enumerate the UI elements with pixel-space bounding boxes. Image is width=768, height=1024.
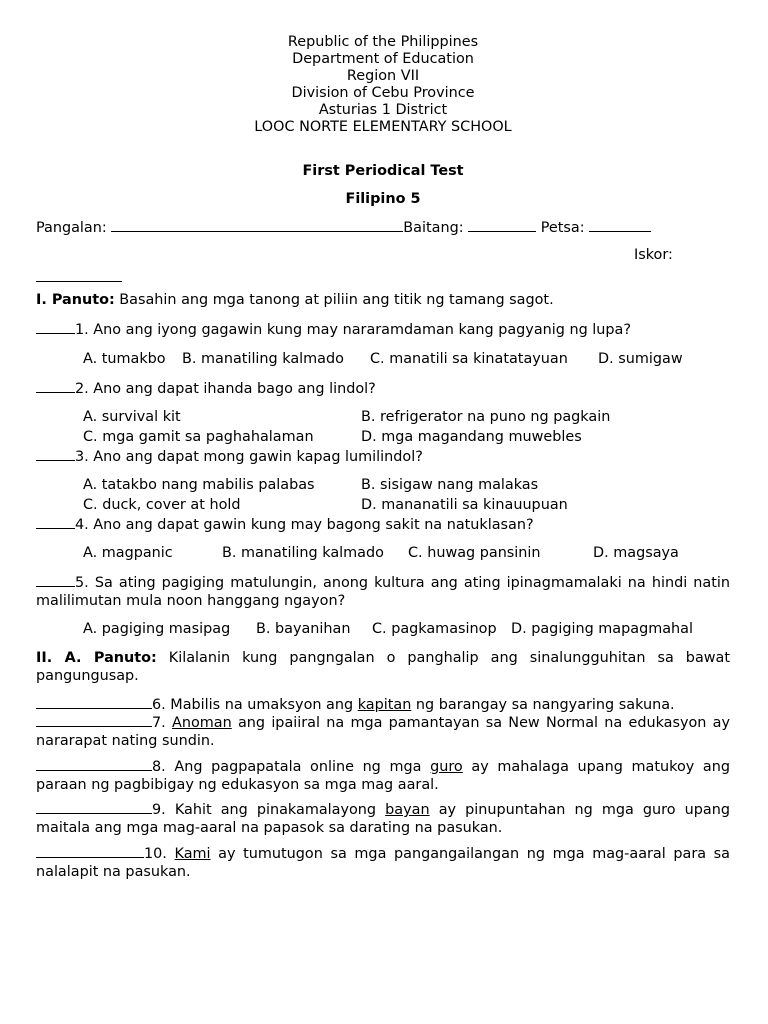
header-line-school: LOOC NORTE ELEMENTARY SCHOOL	[254, 119, 512, 135]
item-text-before: Kahit ang pinakamalayong	[165, 802, 386, 818]
question-5	[36, 574, 730, 610]
choice-b: B. manatiling kalmado	[222, 545, 384, 561]
choice-a: A. survival kit	[83, 409, 181, 425]
part1-heading: I. Panuto:	[36, 292, 115, 308]
header-line-region: Region VII	[346, 68, 420, 84]
underlined-word: Anoman	[172, 715, 232, 731]
item-9	[36, 801, 730, 837]
part2-instruction-text: Kilalanin kung pangngalan o panghalip ang sinalungguhitan sa bawat pangungusap.	[36, 650, 730, 684]
name-label: Pangalan:	[36, 220, 107, 236]
part1-instructions	[36, 292, 554, 309]
choice-b: B. refrigerator na puno ng pagkain	[361, 409, 611, 425]
answer-blank[interactable]	[36, 380, 75, 393]
question-3	[36, 448, 423, 466]
question-text: 4. Ano ang dapat gawin kung may bagong sakit na natuklasan?	[75, 517, 534, 533]
choice-b: B. sisigaw nang malakas	[361, 477, 539, 493]
school-header	[36, 34, 730, 136]
item-text-after: ng barangay sa nangyaring sakuna.	[411, 697, 675, 713]
item-number: 6.	[152, 697, 166, 713]
answer-blank[interactable]	[36, 321, 75, 334]
choice-b: B. bayanihan	[256, 621, 351, 637]
choice-a: A. pagiging masipag	[83, 621, 231, 637]
underlined-word: guro	[430, 759, 463, 775]
underlined-word: kapitan	[357, 697, 412, 713]
choice-d: D. mga magandang muwebles	[361, 429, 582, 445]
answer-blank[interactable]	[36, 801, 152, 814]
score-blank[interactable]	[36, 269, 122, 282]
item-text-after: ang ipaiiral na mga pamantayan sa New Normal na edukasyon ay nararapat nating sundin.	[36, 715, 730, 749]
answer-blank[interactable]	[36, 516, 75, 529]
question-text: 5. Sa ating pagiging matulungin, anong kultura ang ating ipinagmamalaki na hindi natin malilimutan mula noon hanggang ngayon?	[36, 575, 730, 609]
item-text-after: ay tumutugon sa mga pangangailangan ng mga mag-aaral para sa nalalapit na pasukan.	[36, 846, 730, 880]
choice-c: C. manatili sa kinatatayuan	[370, 351, 568, 367]
item-text-before	[167, 846, 175, 862]
underlined-word: bayan	[385, 802, 430, 818]
date-blank[interactable]	[589, 219, 651, 232]
item-number: 9.	[152, 802, 166, 818]
item-text-after: ay mahalaga upang matukoy ang paraan ng pagbibigay ng edukasyon sa mga mag aaral.	[36, 759, 730, 793]
part2-instructions	[36, 650, 730, 685]
underlined-word: Kami	[174, 846, 211, 862]
item-number: 8.	[152, 759, 166, 775]
grade-blank[interactable]	[468, 219, 536, 232]
answer-blank[interactable]	[36, 845, 144, 858]
answer-blank[interactable]	[36, 448, 75, 461]
part2-heading: II. A. Panuto:	[36, 650, 157, 666]
score-row	[36, 269, 122, 287]
choice-a: A. tumakbo	[83, 351, 166, 367]
question-text: 1. Ano ang iyong gagawin kung may nararamdaman kang pagyanig ng lupa?	[75, 322, 632, 338]
grade-label: Baitang:	[403, 220, 464, 236]
answer-blank[interactable]	[36, 574, 75, 587]
choice-b: B. manatiling kalmado	[182, 351, 344, 367]
score-label: Iskor:	[634, 247, 673, 263]
choice-d: D. mananatili sa kinauupuan	[361, 497, 568, 513]
item-text-before: Mabilis na umaksyon ang	[165, 697, 358, 713]
choice-d: D. sumigaw	[598, 351, 683, 367]
header-line-district: Asturias 1 District	[318, 102, 448, 118]
choice-c: C. mga gamit sa paghahalaman	[83, 429, 314, 445]
name-blank[interactable]	[111, 219, 403, 232]
question-text: 2. Ano ang dapat ihanda bago ang lindol?	[75, 381, 376, 397]
date-label: Petsa:	[540, 220, 585, 236]
choice-d: D. magsaya	[593, 545, 679, 561]
test-title: First Periodical Test	[302, 163, 464, 179]
item-text-after: ay pinupuntahan ng mga guro upang maitala ang mga mag-aaral na papasok sa darating na pasukan.	[36, 802, 730, 836]
item-6	[36, 696, 730, 715]
item-7	[36, 714, 730, 750]
part1-instruction-text: Basahin ang mga tanong at piliin ang titik ng tamang sagot.	[119, 292, 554, 308]
question-text: 3. Ano ang dapat mong gawin kapag lumilindol?	[75, 449, 423, 465]
question-4	[36, 516, 534, 534]
answer-blank[interactable]	[36, 696, 152, 709]
item-number: 10.	[144, 846, 167, 862]
choice-c: C. huwag pansinin	[408, 545, 541, 561]
question-2	[36, 380, 376, 398]
choice-d: D. pagiging mapagmahal	[511, 621, 693, 637]
answer-blank[interactable]	[36, 714, 152, 727]
test-paper	[36, 34, 730, 880]
info-row	[36, 219, 651, 237]
test-subject: Filipino 5	[345, 191, 421, 207]
answer-blank[interactable]	[36, 758, 152, 771]
header-line-division: Division of Cebu Province	[291, 85, 475, 101]
header-line-republic: Republic of the Philippines	[287, 34, 479, 50]
choice-c: C. pagkamasinop	[372, 621, 497, 637]
item-number: 7.	[152, 715, 166, 731]
choice-c: C. duck, cover at hold	[83, 497, 241, 513]
choice-a: A. magpanic	[83, 545, 173, 561]
choice-a: A. tatakbo nang mabilis palabas	[83, 477, 315, 493]
item-text-before: Ang pagpapatala online ng mga	[165, 759, 431, 775]
item-8	[36, 758, 730, 794]
item-10	[36, 845, 730, 881]
header-line-department: Department of Education	[292, 51, 474, 67]
question-1	[36, 321, 631, 339]
